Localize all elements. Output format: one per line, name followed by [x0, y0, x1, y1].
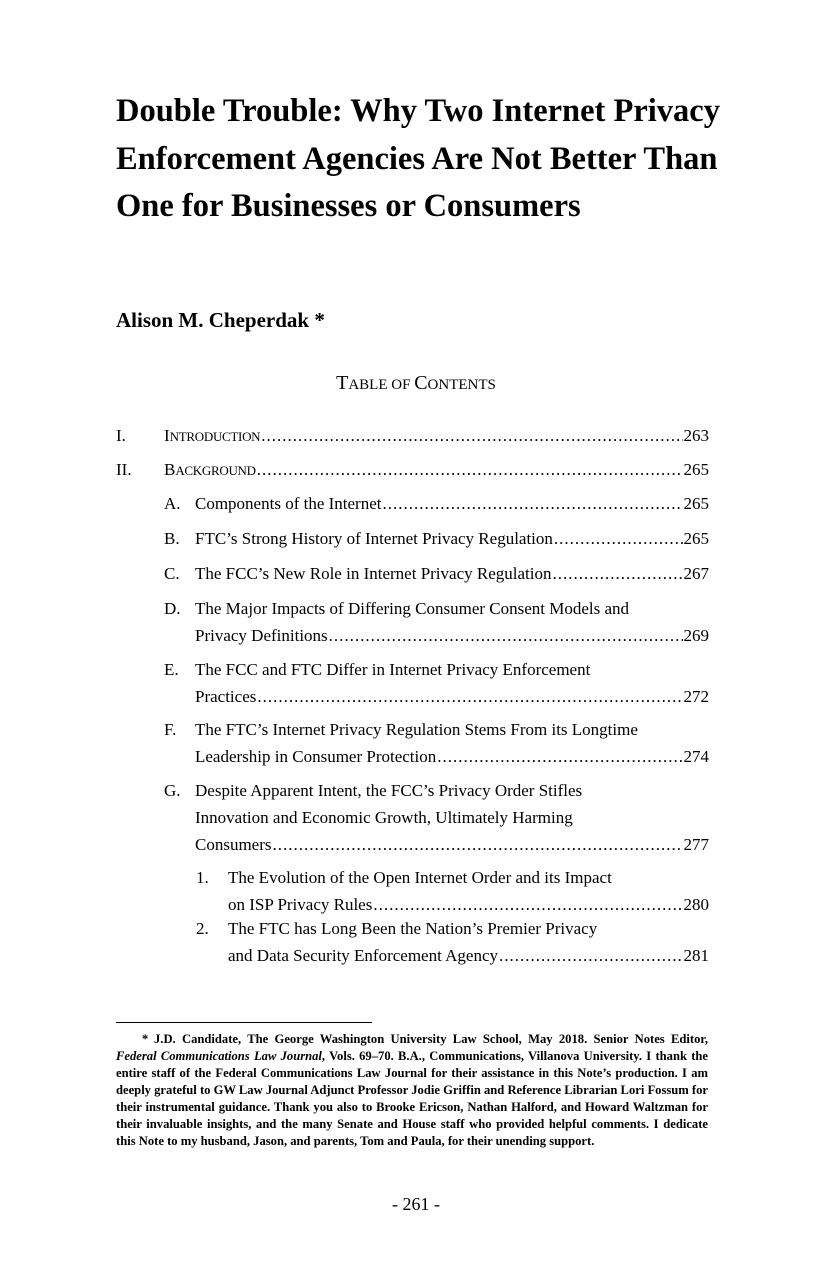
toc-entry-page: 272 — [683, 687, 709, 706]
toc-entry-number: D. — [164, 599, 181, 618]
toc-entry-label: INTRODUCTION — [164, 426, 261, 445]
toc-entry-number: II. — [116, 460, 132, 479]
toc-entry-page: 281 — [683, 946, 709, 965]
dot-leader — [373, 891, 682, 918]
table-of-contents — [116, 0, 709, 1000]
dot-leader — [383, 490, 683, 517]
toc-entry-d[interactable] — [164, 595, 709, 649]
toc-entry-label: Privacy Definitions — [195, 626, 328, 645]
toc-entry-c[interactable] — [164, 560, 709, 587]
author-name: Alison M. Cheperdak * — [116, 308, 325, 332]
dot-leader — [273, 831, 683, 858]
dot-leader — [261, 422, 682, 449]
toc-entry-page: 265 — [683, 494, 709, 513]
toc-entry-label: and Data Security Enforcement Agency — [228, 946, 499, 965]
toc-entry-label: Consumers — [195, 835, 272, 854]
toc-entry-number: F. — [164, 720, 177, 739]
toc-entry-number: 2. — [196, 919, 209, 938]
toc-entry-label-line: Innovation and Economic Growth, Ultimately Harming — [195, 808, 573, 827]
article-title: Double Trouble: Why Two Internet Privacy Enforcement Agencies Are Not Better Than One for Businesses or Consumers — [116, 93, 720, 224]
toc-entry-label: Components of the Internet — [195, 494, 382, 513]
toc-entry-introduction[interactable] — [116, 422, 709, 450]
dot-leader — [329, 622, 683, 649]
dot-leader — [437, 743, 682, 770]
toc-entry-g-2[interactable] — [196, 915, 709, 969]
toc-entry-number: E. — [164, 660, 179, 679]
footnote-text-1: J.D. Candidate, The George Washington University Law School, May 2018. Senior Notes Editor, — [154, 1032, 708, 1046]
toc-entry-g[interactable] — [164, 777, 709, 858]
toc-entry-number: 1. — [196, 868, 209, 887]
dot-leader — [257, 456, 683, 483]
toc-entry-label-line: The Evolution of the Open Internet Order and its Impact — [228, 868, 612, 887]
toc-entry-label: The FCC’s New Role in Internet Privacy Regulation — [195, 564, 552, 583]
dot-leader — [499, 942, 682, 969]
page-number: - 261 - — [392, 1194, 440, 1214]
toc-entry-label-line: The Major Impacts of Differing Consumer Consent Models and — [195, 599, 630, 618]
toc-entry-label: on ISP Privacy Rules — [228, 895, 373, 914]
toc-entry-page: 263 — [683, 426, 709, 445]
toc-entry-label-line: Despite Apparent Intent, the FCC’s Privacy Order Stifles — [195, 781, 583, 800]
toc-entry-label: BACKGROUND — [164, 460, 256, 479]
toc-entry-label-line: The FTC’s Internet Privacy Regulation Stems From its Longtime — [195, 720, 638, 739]
toc-entry-page: 267 — [683, 564, 709, 583]
toc-entry-e[interactable] — [164, 656, 709, 710]
footnote-text-2: , Vols. 69–70. B.A., Communications, Villanova University. I thank the entire staff of the Federal Communications Law Journal for their assistance in this Note’s production. I am deeply grateful to GW Law Journal Adjunct Professor Jodie Griffin and Reference Librarian Lori Fossum for their instrumental guidance. Thank you also to Brooke Ericson, Nathan Halford, and Howard Waltzman for their invaluable insights, and the many Senate and House staff who provided helpful comments. I dedicate this Note to my husband, Jason, and parents, Tom and Paula, for their unending support. — [116, 1049, 709, 1148]
dot-leader — [554, 525, 683, 552]
dot-leader — [552, 560, 682, 587]
toc-entry-background[interactable] — [116, 456, 709, 484]
toc-entry-number: G. — [164, 781, 181, 800]
toc-entry-number: C. — [164, 564, 180, 583]
toc-entry-label-line: The FCC and FTC Differ in Internet Privacy Enforcement — [195, 660, 591, 679]
toc-heading: TABLE OF CONTENTS — [336, 372, 496, 394]
toc-entry-page: 265 — [683, 529, 709, 548]
toc-entry-f[interactable] — [164, 716, 709, 770]
toc-entry-page: 265 — [683, 460, 709, 479]
toc-entry-g-1[interactable] — [196, 864, 709, 918]
toc-entry-number: A. — [164, 494, 181, 513]
toc-entry-label: Leadership in Consumer Protection — [195, 747, 437, 766]
toc-entry-page: 274 — [683, 747, 709, 766]
toc-entry-label: Practices — [195, 687, 257, 706]
toc-entry-label-line: The FTC has Long Been the Nation’s Premier Privacy — [228, 919, 598, 938]
footnote-marker: * — [142, 1032, 149, 1046]
toc-entry-a[interactable] — [164, 490, 709, 517]
footnote-separator — [116, 1022, 372, 1023]
toc-entry-page: 277 — [683, 835, 709, 854]
footnote — [116, 1031, 708, 1150]
toc-entry-number: I. — [116, 426, 126, 445]
footnote-journal: Federal Communications Law Journal — [116, 1049, 322, 1063]
dot-leader — [257, 683, 682, 710]
toc-entry-number: B. — [164, 529, 180, 548]
toc-entry-label: FTC’s Strong History of Internet Privacy Regulation — [195, 529, 553, 548]
toc-entry-page: 269 — [683, 626, 709, 645]
toc-entry-b[interactable] — [164, 525, 709, 552]
toc-entry-page: 280 — [683, 895, 709, 914]
